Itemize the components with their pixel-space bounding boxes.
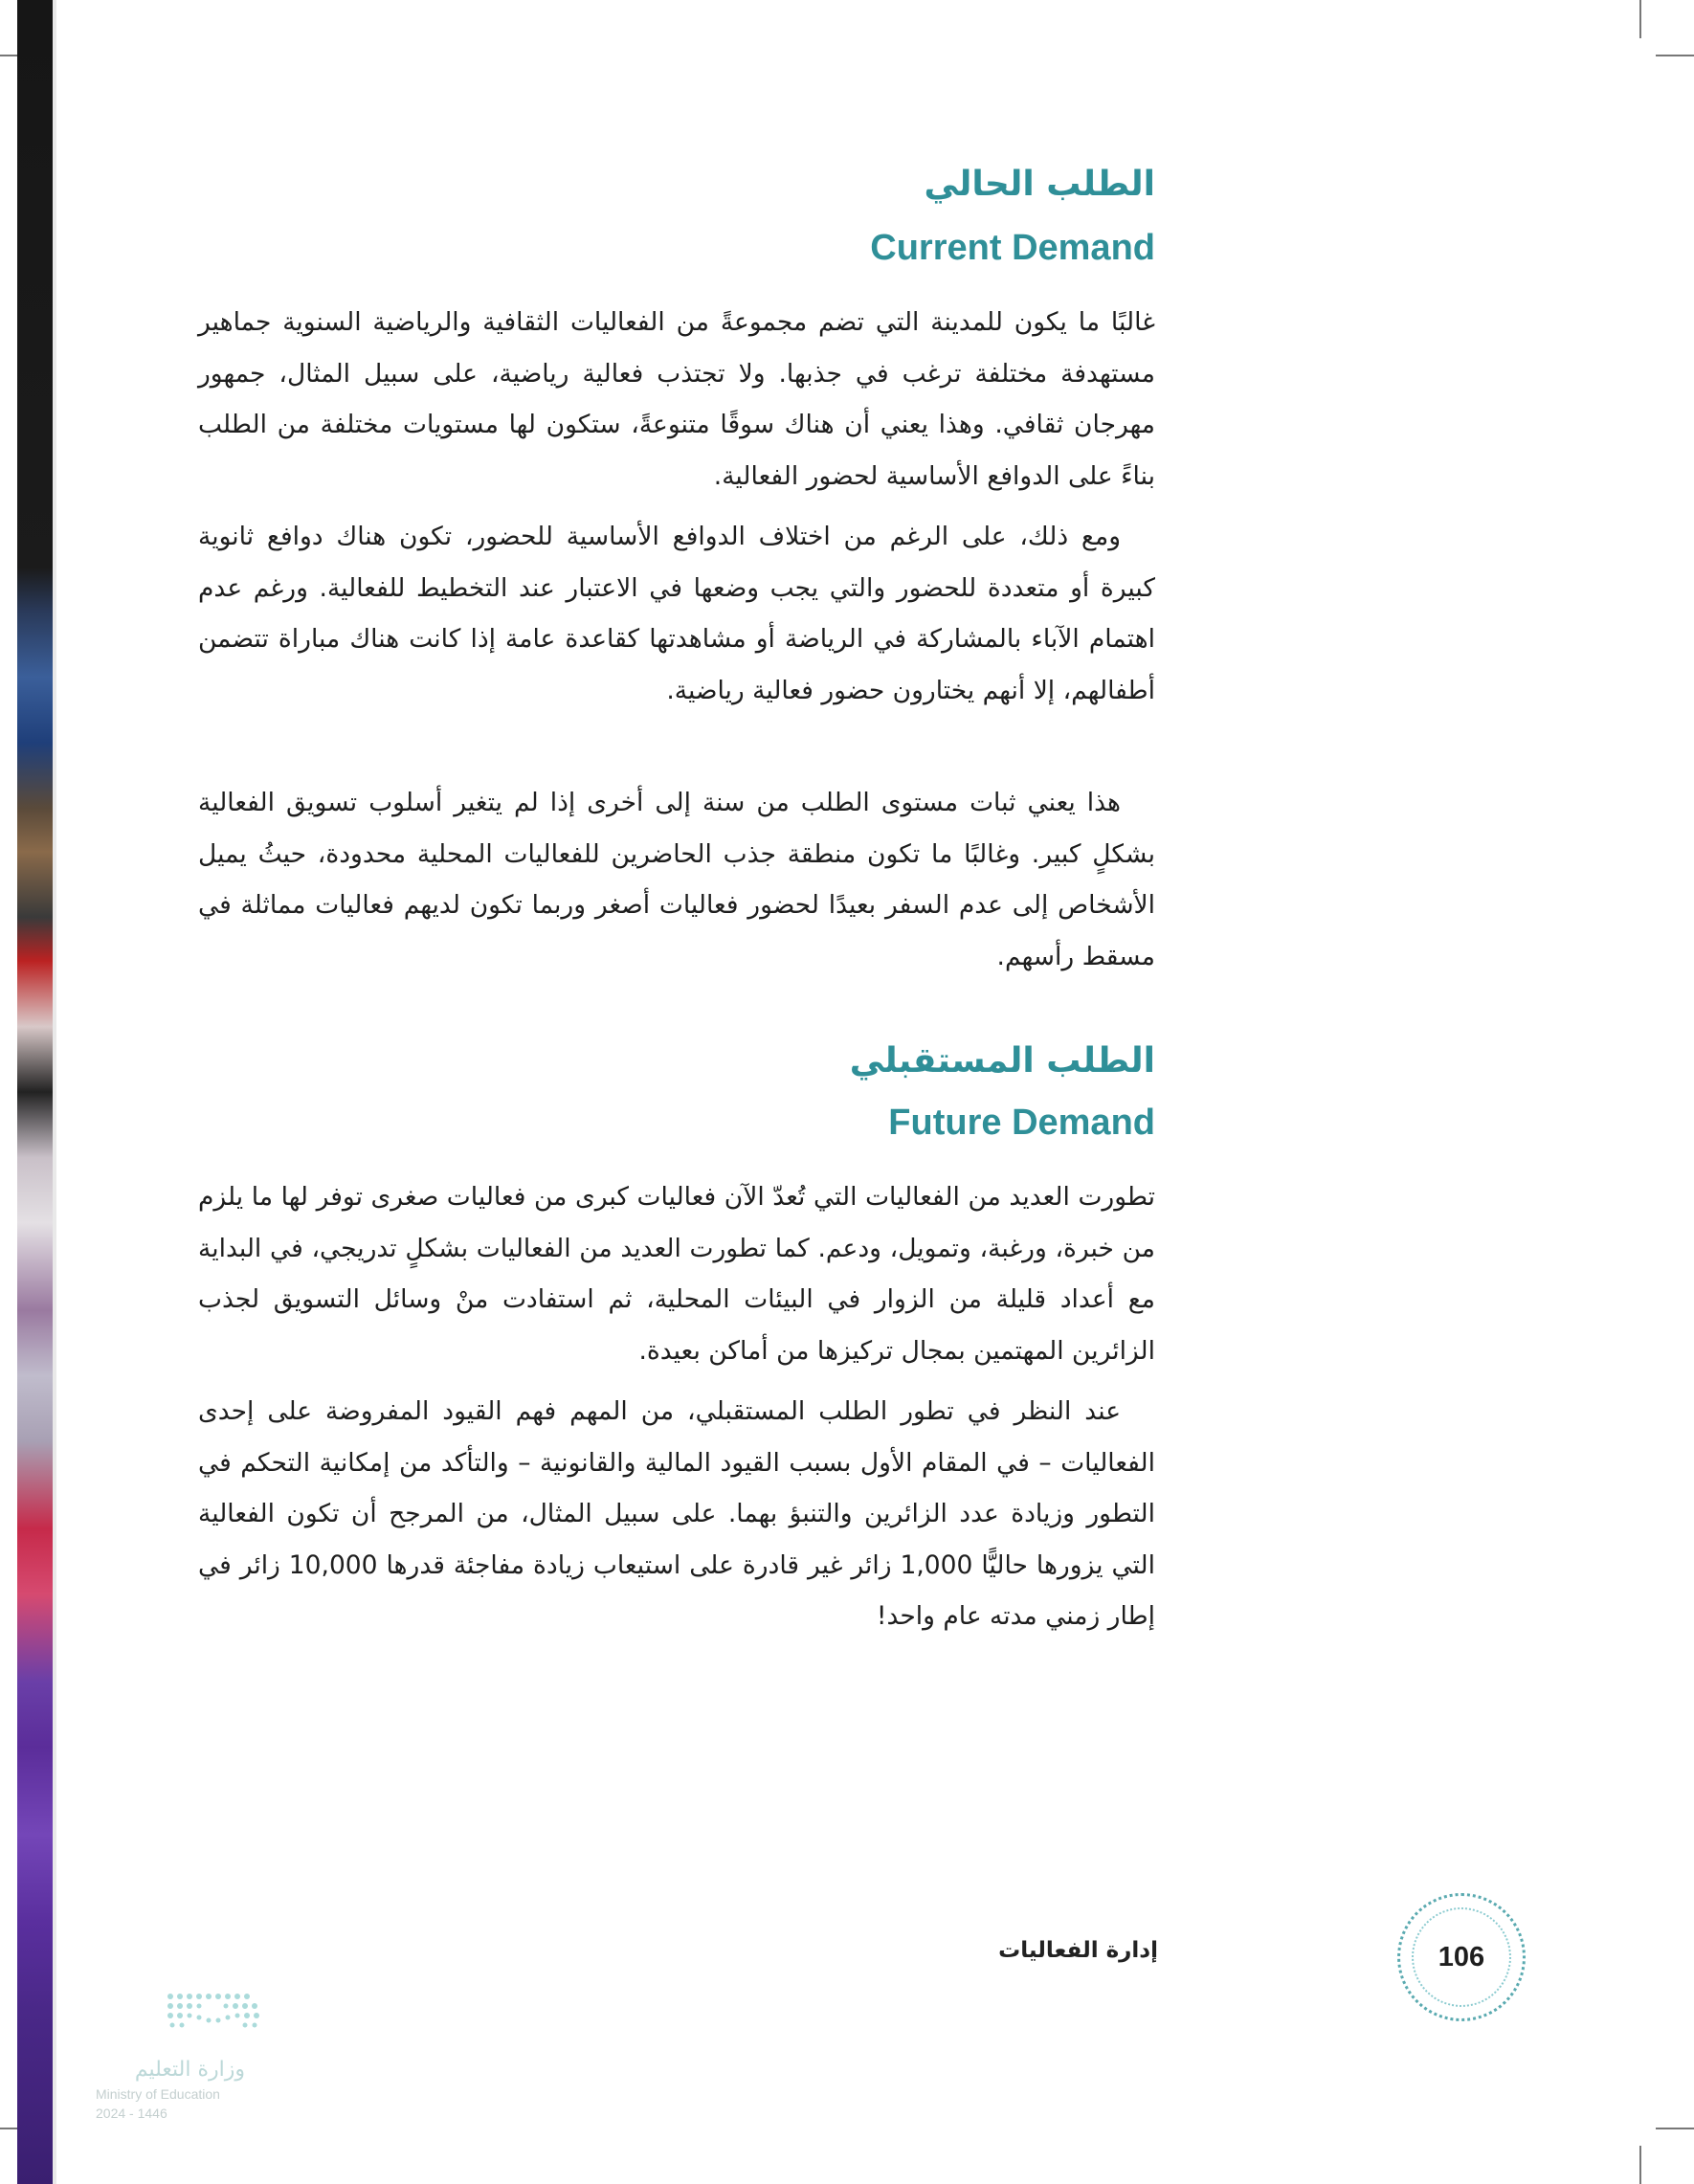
current-demand-paragraph-2: ومع ذلك، على الرغم من اختلاف الدوافع الأساسية للحضور، تكون هناك دوافع ثانوية كبيرة أو متعددة للحضور والتي يجب وضعها في الاعتبار عند التخطيط للفعالية. ورغم عدم اهتمام الآباء بالمشاركة في الرياضة أو مشاهدتها كقاعدة عامة إذا كانت هناك مباراة تتضمن أطفالهم، إلا أنهم يختارون حضور فعالية رياضية. [198, 522, 1155, 705]
future-demand-heading-ar: الطلب المستقبلي [849, 1041, 1155, 1081]
crop-mark [1639, 0, 1641, 38]
ministry-name-en: Ministry of Education [96, 2086, 220, 2102]
book-title: إدارة الفعاليات [998, 1938, 1158, 1963]
ministry-year: 2024 - 1446 [96, 2106, 167, 2121]
page-number: 106 [1438, 1942, 1485, 1972]
crop-mark [1639, 2146, 1641, 2184]
crop-mark [1656, 55, 1694, 56]
current-demand-heading-en: Current Demand [870, 228, 1155, 268]
current-demand-paragraph-1: غالبًا ما يكون للمدينة التي تضم مجموعةً من الفعاليات الثقافية والرياضية السنوية جماهير مستهدفة مختلفة ترغب في جذبها. ولا تجتذب فعالية رياضية، على سبيل المثال، جمهور مهرجان ثقافي. وهذا يعني أن هناك سوقًا متنوعةً، ستكون لها مستويات مختلفة من الطلب بناءً على الدوافع الأساسية لحضور الفعالية. [198, 307, 1155, 491]
crop-mark [1656, 2128, 1694, 2129]
future-demand-heading-en: Future Demand [888, 1103, 1155, 1143]
future-demand-paragraph-1: تطورت العديد من الفعاليات التي تُعدّ الآن فعاليات كبرى من فعاليات صغرى توفر لها ما يلزم من خبرة، ورغبة، وتمويل، ودعم. كما تطورت العديد من الفعاليات بشكلٍ تدريجي، في البداية مع أعداد قليلة من الزوار في البيئات المحلية، ثم استفادت منْ وسائل التسويق لجذب الزائرين المهتمين بمجال تركيزها من أماكن بعيدة. [198, 1182, 1155, 1366]
ministry-name-ar: وزارة التعليم [134, 2058, 245, 2082]
sports-photo-strip [17, 0, 56, 2184]
photo-strip-edge [53, 0, 56, 2184]
current-demand-paragraph-3: هذا يعني ثبات مستوى الطلب من سنة إلى أخرى إذا لم يتغير أسلوب تسويق الفعالية بشكلٍ كبير. وغالبًا ما تكون منطقة جذب الحاضرين للفعاليات المحلية محدودة، حيثُ يميل الأشخاص إلى عدم السفر بعيدًا لحضور فعاليات أصغر وربما تكون لديهم فعاليات مماثلة في مسقط رأسهم. [198, 788, 1155, 971]
page-number-badge [1397, 1893, 1526, 2021]
future-demand-paragraph-2: عند النظر في تطور الطلب المستقبلي، من المهم فهم القيود المفروضة على إحدى الفعاليات – في المقام الأول بسبب القيود المالية والقانونية – والتأكد من إمكانية التحكم في التطور وزيادة عدد الزائرين والتنبؤ بهما. على سبيل المثال، من المرجح أن تكون الفعالية التي يزورها حاليًّا 1,000 زائر غير قادرة على استيعاب زيادة مفاجئة قدرها 10,000 زائر في إطار زمني مدته عام واحد! [198, 1396, 1155, 1631]
current-demand-heading-ar: الطلب الحالي [924, 165, 1155, 204]
